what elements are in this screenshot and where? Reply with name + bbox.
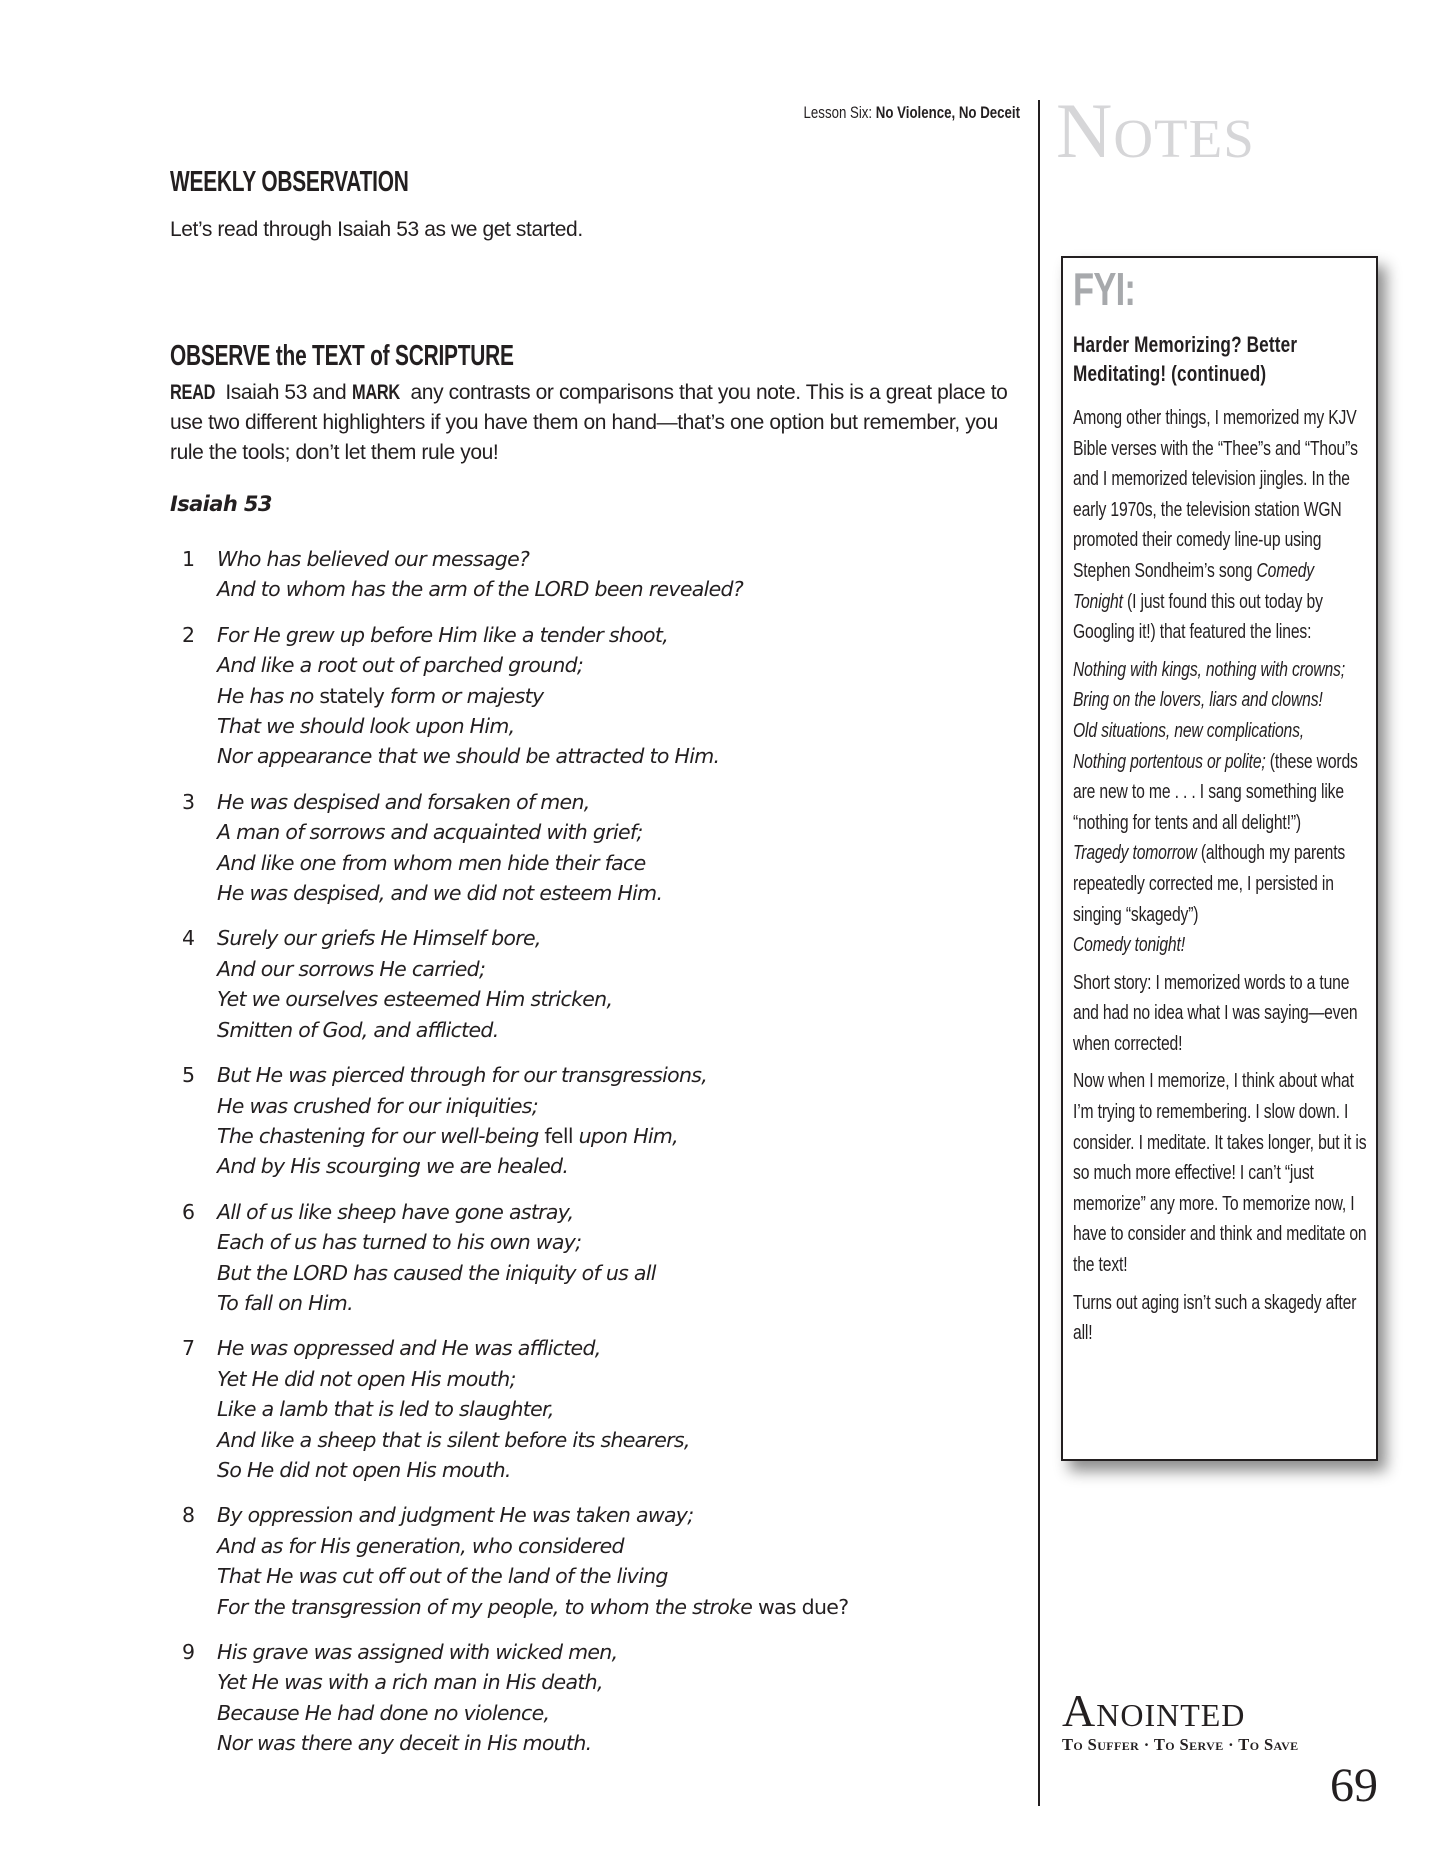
verse-lines (217, 1333, 1018, 1485)
lesson-label: Lesson Six: (803, 103, 873, 122)
verse (178, 1197, 1018, 1319)
verse (178, 1333, 1018, 1485)
verse-line: And as for His generation, who considered (217, 1533, 624, 1558)
lyric-line: Comedy tonight! (1073, 933, 1185, 957)
verse-line: Smitten of God, and afflicted. (217, 1017, 499, 1042)
lyric-line: Nothing with kings, nothing with crowns; (1073, 657, 1345, 681)
running-header (692, 103, 1020, 123)
fyi-paragraph (1073, 403, 1368, 648)
verse-line: And to whom has the arm of the LORD been revealed? (217, 577, 744, 602)
song-title: Comedy Tonight (1073, 558, 1314, 613)
verse-line: And like a sheep that is silent before its shearers, (217, 1427, 690, 1452)
lyric-line: Tragedy tomorrow (1073, 841, 1197, 865)
verse-line: Surely our griefs He Himself bore, (217, 926, 541, 951)
verse-line: But the LORD has caused the iniquity of us all (217, 1260, 656, 1285)
verse-lines (217, 544, 1018, 605)
lyric-note: (although my parents repeatedly corrected me, I persisted in singing “skagedy”) (1073, 841, 1346, 926)
verse-line: But He was pierced through for our transgressions, (217, 1063, 708, 1088)
verse-line: Yet we ourselves esteemed Him stricken, (217, 987, 613, 1012)
instruction-text: any contrasts or comparisons that you note. This is a great place to use two different highlighters if you have them on hand—that’s one option but remember, you rule the tools; don’t let them rule you! (170, 381, 1008, 464)
verse-number: 9 (182, 1640, 195, 1664)
verse-line: Nor was there any deceit in His mouth. (217, 1731, 592, 1756)
verse-line: He was oppressed and He was afflicted, (217, 1336, 601, 1361)
verse-line: Each of us has turned to his own way; (217, 1230, 582, 1255)
verse-number: 1 (182, 547, 195, 571)
fyi-lyrics (1073, 655, 1368, 961)
fyi-label: FYI: (1073, 263, 1136, 315)
fyi-sidebar-box (1061, 256, 1378, 1461)
verse-lines (217, 1637, 1018, 1759)
verse-line: Because He had done no violence, (217, 1700, 550, 1725)
verse-line: Nor appearance that we should be attracted to Him. (217, 744, 720, 769)
upright-word: fell (544, 1123, 573, 1148)
fyi-paragraph: Now when I memorize, I think about what I’m trying to remembering. I slow down. I consider. I meditate. It takes longer, but it is so much more effective! I can’t “just memorize” any more. To memorize now, I have to consider and think and meditate on the text! (1073, 1069, 1367, 1277)
weekly-observation-heading: WEEKLY OBSERVATION (170, 166, 409, 198)
lyric-note: (these words are new to me . . . I sang something like “nothing for tents and all delight!”) (1073, 749, 1358, 834)
page-number: 69 (1330, 1759, 1378, 1812)
verse-line: To fall on Him. (217, 1290, 353, 1315)
column-divider (1038, 100, 1040, 1806)
verse-number: 3 (182, 789, 195, 814)
verse-line: He was crushed for our iniquities; (217, 1093, 538, 1118)
verse (178, 1500, 1018, 1622)
verse-line: Yet He did not open His mouth; (217, 1366, 516, 1391)
verse-line: He was despised and forsaken of men, (217, 789, 590, 814)
verse-line: For He grew up before Him like a tender shoot, (217, 622, 669, 647)
verse-number: 2 (182, 622, 195, 647)
verse (178, 620, 1018, 772)
logo-tagline: To Suffer · To Serve · To Save (1062, 1735, 1299, 1754)
verse-line: And like a root out of parched ground; (217, 653, 584, 678)
read-command: READ (170, 381, 216, 404)
verse-number: 7 (182, 1336, 195, 1361)
fyi-title: Harder Memorizing? Better Meditating! (continued) (1073, 332, 1298, 386)
verse-line: Who has believed our message? (217, 547, 530, 571)
verse-line: That we should look upon Him, (217, 714, 515, 739)
verse-line: He was despised, and we did not esteem Him. (217, 881, 663, 906)
fyi-body (1073, 403, 1368, 1356)
verse-lines (217, 923, 1018, 1045)
lyric-line: Old situations, new complications, (1073, 718, 1305, 742)
observe-instructions (170, 378, 1020, 468)
verse-lines (217, 787, 1018, 909)
verse (178, 544, 1018, 605)
verse-line: A man of sorrows and acquainted with grief; (217, 820, 643, 845)
verse-line: So He did not open His mouth. (217, 1457, 511, 1482)
verse-lines (217, 620, 1018, 772)
logo-title: Anointed (1062, 1685, 1246, 1736)
verse (178, 923, 1018, 1045)
observe-text-heading: OBSERVE the TEXT of SCRIPTURE (170, 340, 514, 372)
verse-lines (217, 1197, 1018, 1319)
verse-lines (217, 1060, 1018, 1182)
verse-line: All of us like sheep have gone astray, (217, 1199, 574, 1224)
verse-line: By oppression and judgment He was taken away; (217, 1503, 694, 1528)
verse-number: 6 (182, 1199, 195, 1224)
verse-line: Like a lamb that is led to slaughter, (217, 1397, 554, 1422)
verse-line: For the transgression of my people, to whom the stroke was due? (217, 1594, 849, 1619)
fyi-text: (I just found this out today by Googling it!) that featured the lines: (1073, 589, 1323, 644)
passage-title: Isaiah 53 (170, 492, 272, 516)
instruction-text: Isaiah 53 and (219, 381, 352, 404)
fyi-paragraph: Short story: I memorized words to a tune and had no idea what I was saying—even when corrected! (1073, 970, 1358, 1055)
verse-line: The chastening for our well-being fell upon Him, (217, 1123, 678, 1148)
weekly-observation-intro: Let’s read through Isaiah 53 as we get started. (170, 218, 583, 241)
verse-line: He has no stately form or majesty (217, 683, 544, 708)
verse-line: Yet He was with a rich man in His death, (217, 1670, 603, 1695)
mark-command: MARK (351, 381, 400, 404)
fyi-text: Among other things, I memorized my KJV Bible verses with the “Thee”s and “Thou”s and I memorized television jingles. In the early 1970s, the television station WGN promoted their comedy line-up using Stephen Sondheim’s song (1073, 406, 1358, 582)
verse-lines (217, 1500, 1018, 1622)
verse-number: 4 (182, 926, 195, 951)
verse-line: That He was cut off out of the land of the living (217, 1564, 668, 1589)
verse-number: 8 (182, 1503, 195, 1528)
lyric-line: Bring on the lovers, liars and clowns! (1073, 688, 1323, 712)
lesson-title: No Violence, No Deceit (875, 103, 1020, 122)
verse-line: And our sorrows He carried; (217, 956, 486, 981)
fyi-paragraph: Turns out aging isn’t such a skagedy after all! (1073, 1290, 1357, 1345)
verse (178, 1637, 1018, 1759)
notes-heading: Notes (1056, 87, 1255, 174)
verse-line: His grave was assigned with wicked men, (217, 1640, 618, 1664)
verse (178, 787, 1018, 909)
verse-line: And by His scourging we are healed. (217, 1154, 569, 1179)
lyric-line: Nothing portentous or polite; (1073, 749, 1266, 773)
scripture-passage (178, 544, 1018, 1774)
verse-number: 5 (182, 1063, 195, 1088)
book-logo (1062, 1685, 1299, 1755)
verse-line: And like one from whom men hide their face (217, 850, 646, 875)
upright-word: stately (319, 683, 385, 708)
upright-word: was due? (757, 1594, 849, 1619)
verse (178, 1060, 1018, 1182)
